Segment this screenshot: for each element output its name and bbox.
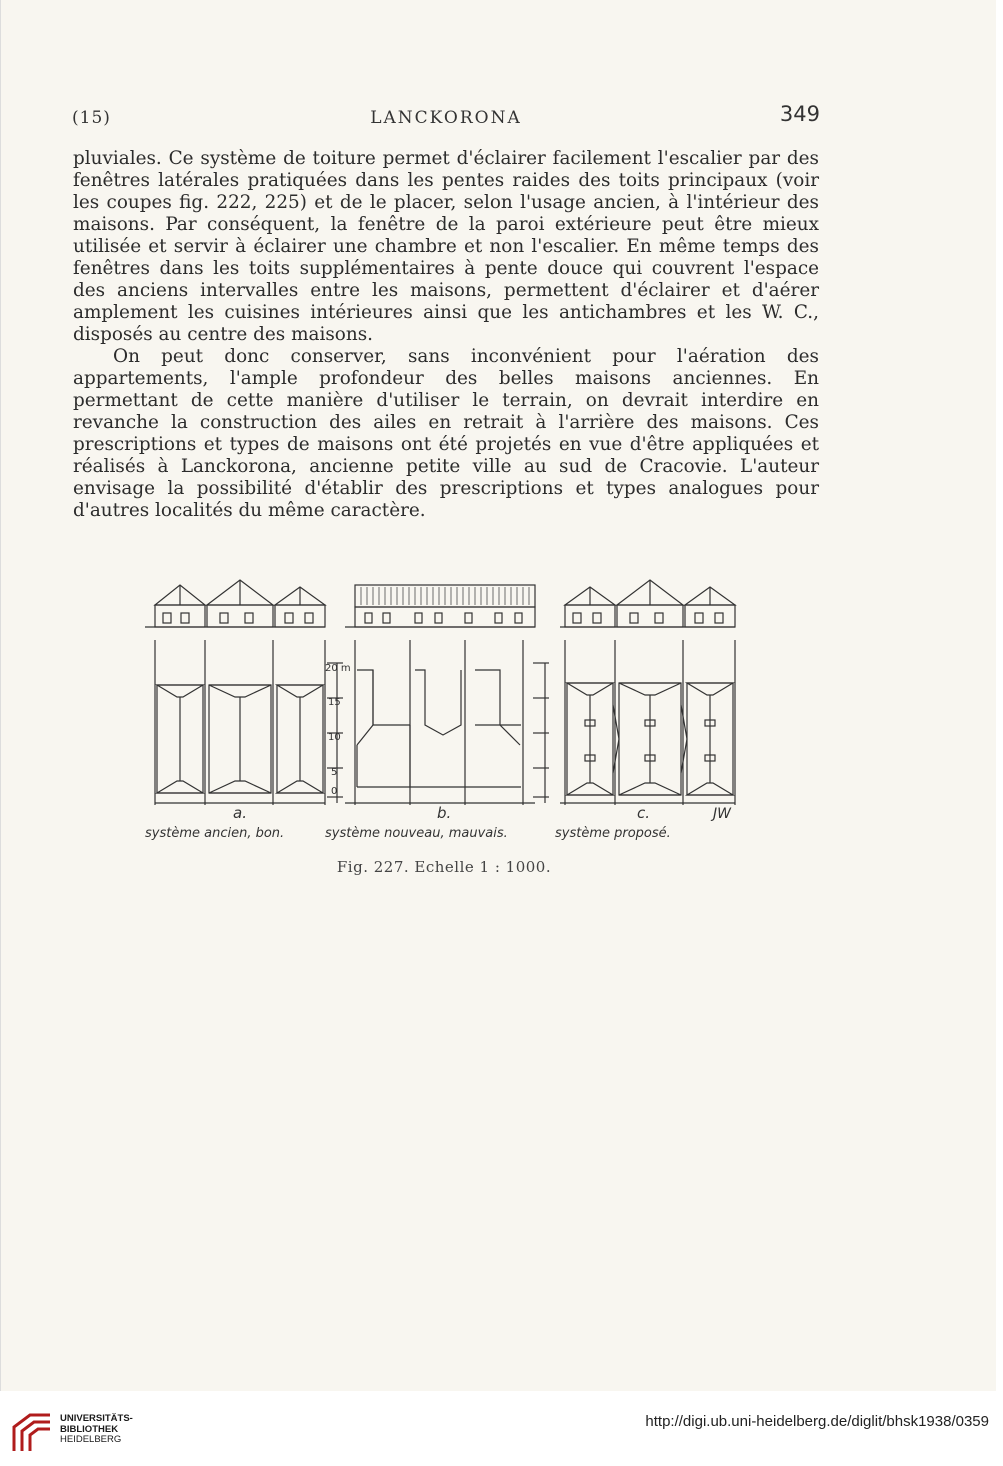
- figure-227: [145, 575, 745, 845]
- library-name-line-2: BIBLIOTHEK: [60, 1423, 119, 1435]
- library-name: [60, 1414, 133, 1446]
- plan-c: [560, 640, 735, 805]
- scale-label-10: 10: [328, 732, 341, 743]
- label-c: système proposé.: [555, 826, 671, 841]
- elevation-c: [560, 580, 735, 627]
- roof-hatch-b: [361, 587, 529, 605]
- signature: JW: [713, 806, 731, 822]
- scale-bar-right: [533, 663, 549, 803]
- plan-b: [345, 640, 535, 805]
- scale-label-20: 20 m: [325, 663, 351, 674]
- permalink[interactable]: http://digi.ub.uni-heidelberg.de/diglit/bhsk1938/0359: [645, 1413, 989, 1430]
- footer-bar: [0, 1391, 1003, 1466]
- library-name-line-3: HEIDELBERG: [60, 1434, 122, 1445]
- elevation-b: [345, 585, 535, 627]
- scale-label-15: 15: [328, 697, 341, 708]
- scale-label-0: 0: [331, 786, 338, 797]
- paragraph-1: pluviales. Ce système de toiture permet d'éclairer facilement l'escalier par des fenêtres latérales pratiquées dans les pentes raides des toits principaux (voir les coupes fig. 222, 225) et de le placer, selon l'usage ancien, à l'intérieur des maisons. Par conséquent, la fenêtre de la paroi extérieure peut être mieux utilisée et servir à éclairer une chambre et non l'escalier. En même temps des fenêtres dans les toits supplémentaires à pente douce qui couvrent l'espace des anciens intervalles entre les maisons, permettent d'éclairer et d'aérer amplement les cuisines intérieures ainsi que les antichambres et les W. C., disposés au centre des maisons.: [73, 148, 819, 345]
- running-title: LANCKORONA: [370, 108, 522, 128]
- elevation-a: [145, 580, 325, 627]
- figure-letter-a: a.: [233, 804, 247, 822]
- library-logo-icon[interactable]: [10, 1411, 54, 1453]
- plan-a: [155, 640, 325, 805]
- label-b: système nouveau, mauvais.: [325, 826, 508, 841]
- paragraph-2: On peut donc conserver, sans inconvénient pour l'aération des appartements, l'ample profondeur des belles maisons anciennes. En permettant de cette manière d'utiliser le terrain, on devrait interdire en revanche la construction des ailes en retrait à l'arrière des maisons. Ces prescriptions et types de maisons ont été projetés en vue d'être appliquées et réalisés à Lanckorona, ancienne petite ville au sud de Cracovie. L'auteur envisage la possibilité d'établir des prescriptions et types analogues pour d'autres localités du même caractère.: [73, 346, 819, 521]
- figure-letter-c: c.: [637, 804, 651, 822]
- library-name-line-1: UNIVERSITÄTS-: [60, 1413, 133, 1424]
- running-header: [72, 102, 820, 132]
- label-a: système ancien, bon.: [145, 826, 285, 841]
- page-number: 349: [779, 102, 820, 126]
- figure-letter-b: b.: [437, 804, 452, 822]
- scale-label-5: 5: [331, 767, 338, 778]
- chapter-number: (15): [72, 108, 111, 128]
- body-text: [73, 148, 819, 522]
- figure-caption: Fig. 227. Echelle 1 : 1000.: [336, 858, 552, 876]
